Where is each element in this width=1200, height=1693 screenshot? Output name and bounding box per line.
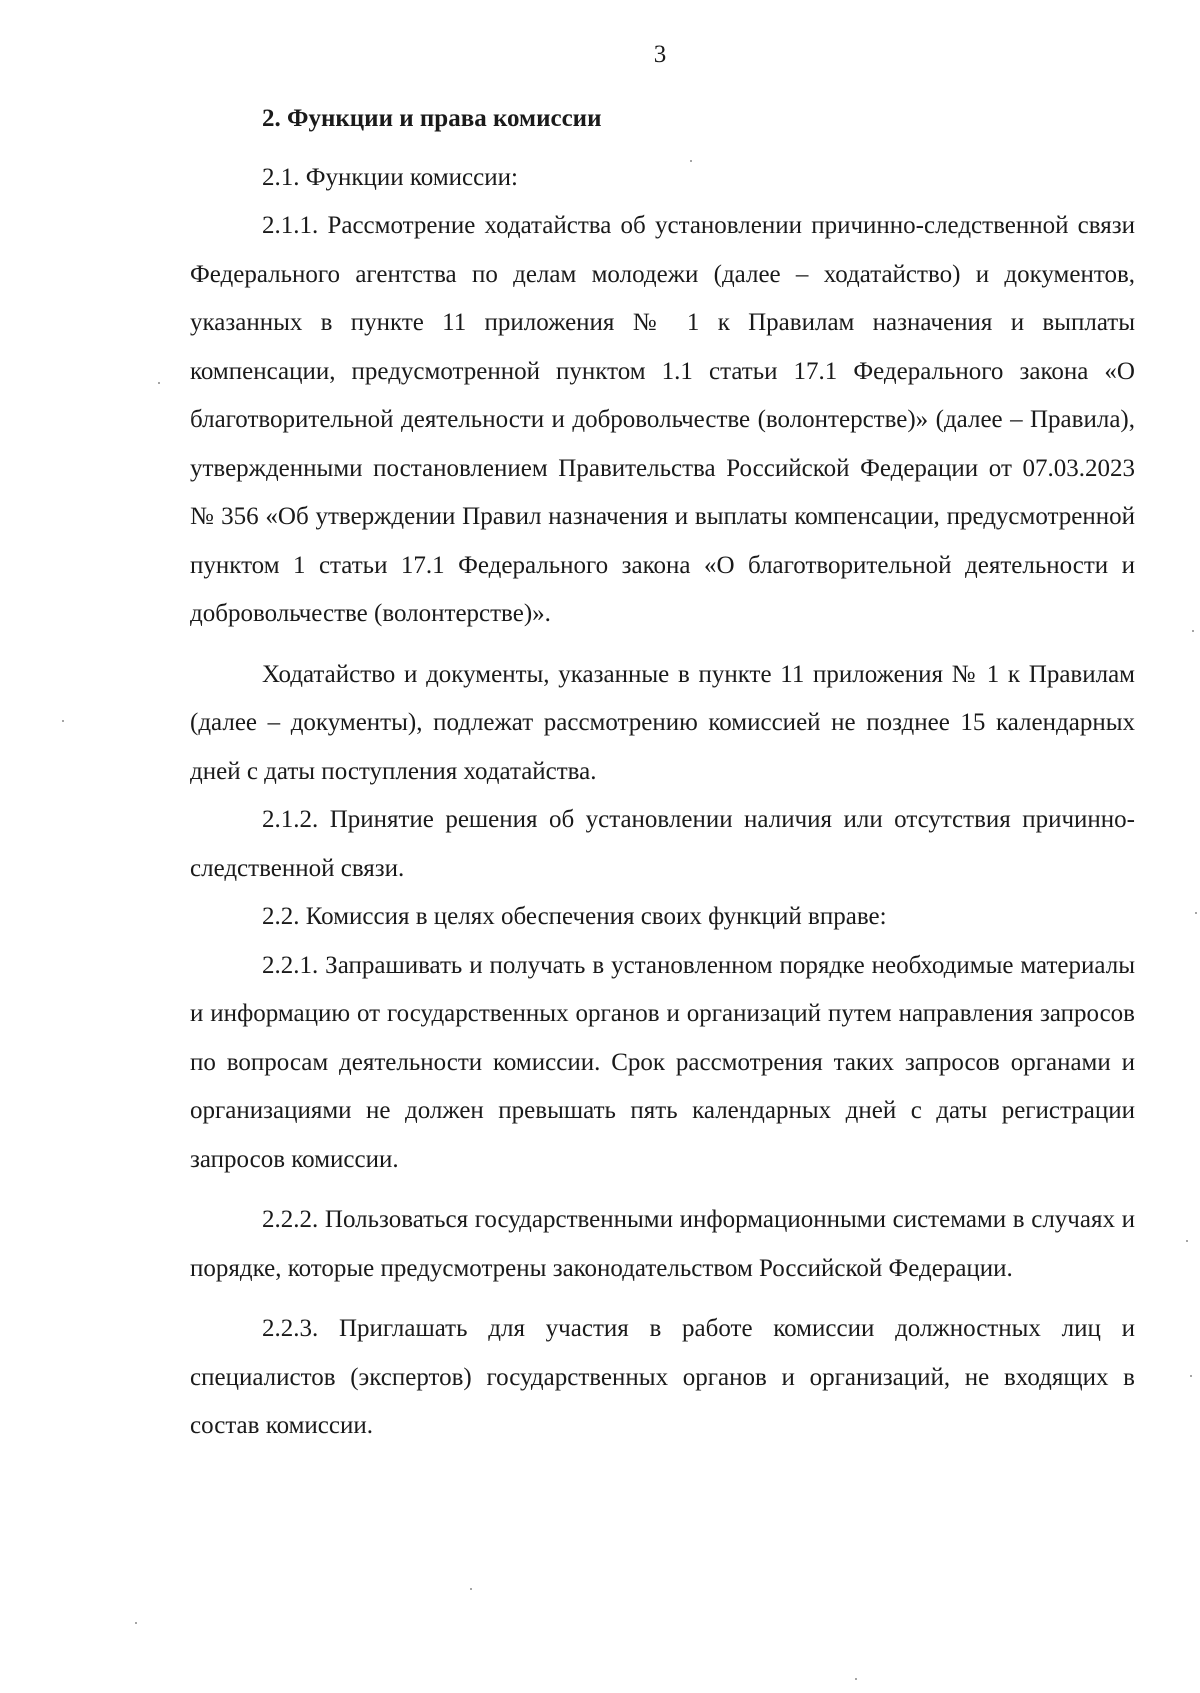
scan-speck <box>1190 1375 1192 1377</box>
paragraph-2-2: 2.2. Комиссия в целях обеспечения своих функций вправе: <box>262 903 887 930</box>
scan-speck <box>1195 912 1197 914</box>
page-number: 3 <box>653 41 667 68</box>
section-heading: 2. Функции и права комиссии <box>262 105 602 132</box>
paragraph-2-2-2: 2.2.2. Пользоваться государственными информационными системами в случаях и порядке, которые предусмотрены законодательством Российской Федерации. <box>190 1206 1135 1282</box>
scan-speck <box>855 1678 857 1680</box>
document-body <box>190 95 1135 1451</box>
paragraph-2-2-3: 2.2.3. Приглашать для участия в работе комиссии должностных лиц и специалистов (экспертов) государственных органов и организаций, не входящих в состав комиссии. <box>190 1315 1135 1439</box>
scan-speck <box>135 1622 137 1624</box>
paragraph-2-1: 2.1. Функции комиссии: <box>262 163 518 191</box>
scan-speck <box>1186 1240 1188 1242</box>
scan-speck <box>1192 630 1194 632</box>
paragraph-2-2-1: 2.2.1. Запрашивать и получать в установленном порядке необходимые материалы и информацию от государственных органов и организаций путем направления запросов по вопросам деятельности комиссии. Срок рассмотрения таких запросов органами и организациями не должен превышать пять календарных дней с даты регистрации запросов комиссии. <box>190 951 1135 1173</box>
paragraph-2-1-1: 2.1.1. Рассмотрение ходатайства об установлении причинно-следственной связи Федерального агентства по делам молодежи (далее – ходатайство) и документов, указанных в пункте 11 приложения № 1 к Правилам назначения и выплаты компенсации, предусмотренной пунктом 1.1 статьи 17.1 Федерального закона «О благотворительной деятельности и добровольчестве (волонтерстве)» (далее – Правила), утвержденными постановлением Правительства Российской Федерации от 07.03.2023 № 356 «Об утверждении Правил назначения и выплаты компенсации, предусмотренной пунктом 1 статьи 17.1 Федерального закона «О благотворительной деятельности и добровольчестве (волонтерстве)». <box>190 212 1135 627</box>
scan-speck <box>158 382 160 384</box>
paragraph-2-1-2: 2.1.2. Принятие решения об установлении наличия или отсутствия причинно-следственной связи. <box>190 806 1135 882</box>
scan-speck <box>62 720 64 722</box>
scan-speck <box>470 1588 472 1590</box>
scan-speck <box>690 160 692 162</box>
paragraph-petition-deadline: Ходатайство и документы, указанные в пункте 11 приложения № 1 к Правилам (далее – документы), подлежат рассмотрению комиссией не позднее 15 календарных дней с даты поступления ходатайства. <box>190 660 1135 785</box>
